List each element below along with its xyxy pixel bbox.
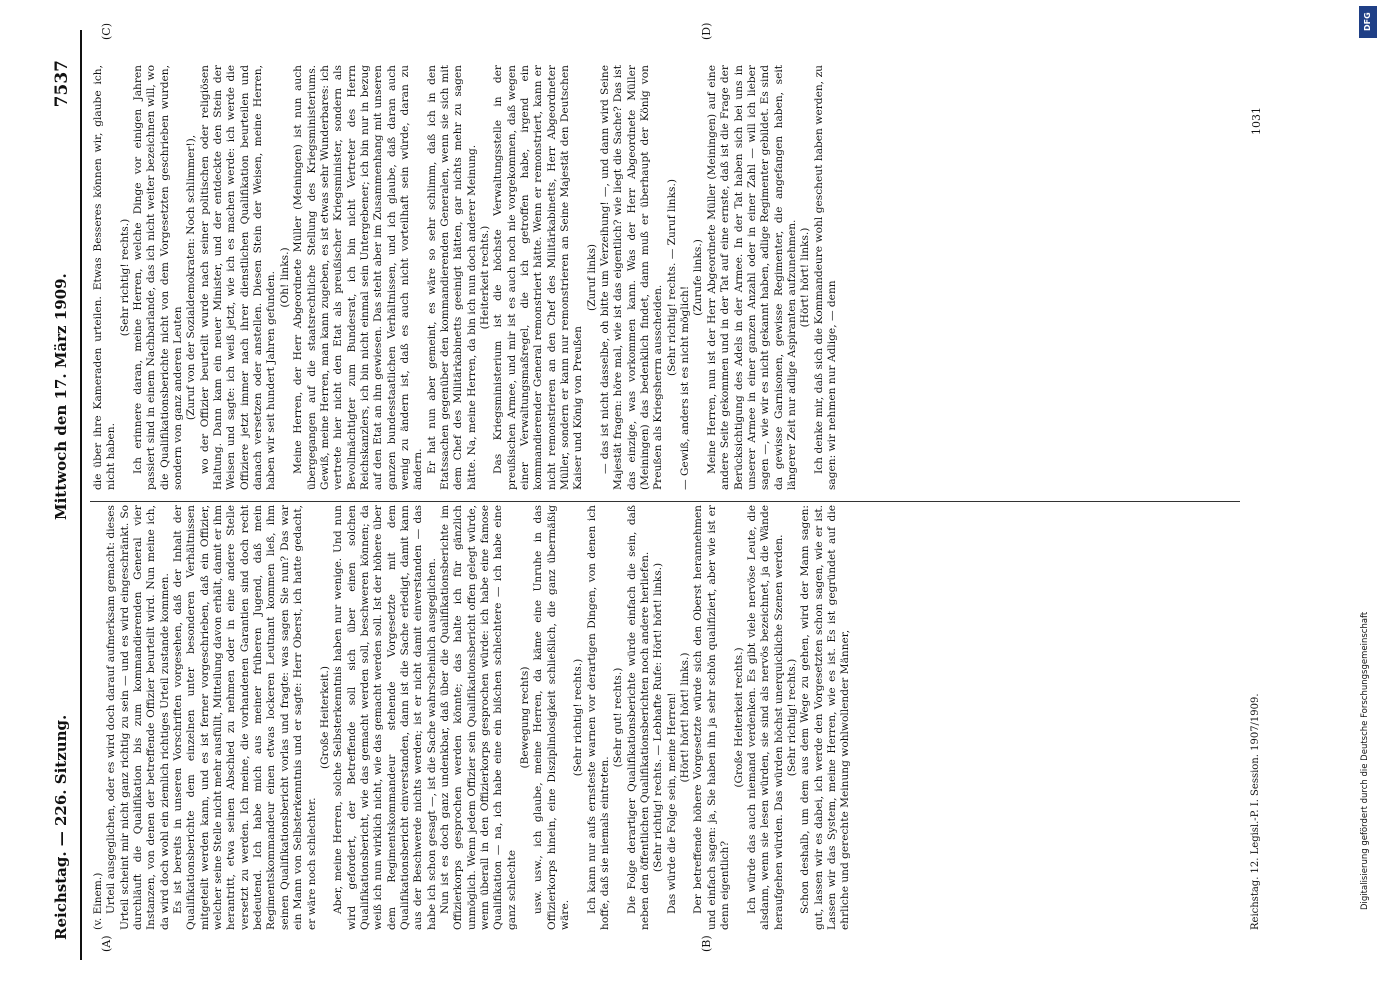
left-text-column [92,505,1232,930]
paragraph: Meine Herren, der Herr Abgeordnete Müller (Meiningen) ist nun auch übergegangen auf die staatsrechtliche Stellung des Kriegsministeriums. Gewiß, meine Herren, man kann zugeben, es ist etwas sehr Wunderbares: ich vertrete hier nicht den Etat als preußischer Kriegsminister, sondern als Bevollmächtigter zum Bundesrat, ich bin nicht Vertreter des Herrn Reichskanzlers, ich bin nicht einmal sein Untergebener; ich bin nur in bezug auf den Etat an ihn gewiesen. Das steht aber im Zusammenhang mit unseren ganzen bundesstaatlichen Verhältnissen, und ich glaube, daß daran auch wenig zu ändern ist, daß es auch nicht vorteilhaft sein würde, daran zu ändern. [292,65,425,490]
paragraph: Ich erinnere daran, meine Herren, welche Dinge vor einigen Jahren passiert sind in einem Nachbarlande, das ich nicht weiter bezeichnen will, wo die Qualifikationsberichte nicht von dem Vorgesetzten geschrieben wurden, sondern von ganz anderen Leuten [132,65,185,490]
paragraph: — Gewiß, anders ist es nicht möglich! [679,285,692,490]
paragraph: Ich würde das auch niemand verdenken. Es gibt viele nervöse Leute, die alsdann, wenn sie lesen würden, sie sind als nervös bezeichnet, ja die Wände heraufgehen würden. Das würden höchst unerquickliche Szenen werden. [745,505,785,930]
paragraph: Das würde die Folge sein, meine Herren! [665,692,678,914]
paragraph: Meine Herren, nun ist der Herr Abgeordnete Müller (Meiningen) auf eine andere Seite gekommen und in der Tat auf eine ernste, daß ist die Frage der Berücksichtigung des Adels in der Armee. In der Tat haben sich bei uns in unserer Armee in einer ganzen Anzahl oder in einer Zahl — will ich lieber sagen —, wie wir es nicht gekannt haben, adlige Regimenter gebildet. Es sind da gewisse Garnisonen, gewisse Regimenter, die angefangen haben, seit längerer Zeit nur adlige Aspiranten aufzunehmen. [705,65,798,490]
paragraph: Der betreffende höhere Vorgesetzte würde sich den Oberst herannehmen und einfach sagen: ja, Sie haben ihn ja sehr schön qualifiziert, aber wie ist er denn eigentlich? [692,505,732,930]
paragraph: — das ist nicht dasselbe, oh bitte um Verzeihung! —, und dann wird Seine Majestät fragen: höre mal, wie ist das eigentlich? wie liegt die Sache? Das ist das einzige, was vorkommen kann. Was der Herr Abgeordnete Müller (Meiningen) das bedenklich findet, dann muß er überhaupt der König von Preußen als Kriegsherrn ausscheiden. [599,65,665,490]
paragraph: Urteil ausgeglichen, oder es wird doch darauf aufmerksam gemacht: dieses Urteil scheint mir nicht ganz richtig zu sein — und es wird eingeschränkt. So durchläuft die Qualifikation bis zum kommandierenden General vier Instanzen, von denen der betreffende Offizier beurteilt wird. Nun meine ich, da wird doch wohl ein ziemlich richtiges Urteil zustande kommen. [105,505,171,930]
paragraph: Ich kann nur aufs ernsteste warnen vor derartigen Dingen, von denen ich hoffe, daß sie niemals eintreten. [585,505,612,930]
page-header [52,30,78,960]
header-page-number: 7537 [52,60,72,108]
digitization-note: Digitalisierung gefördert durch die Deutsche Forschungsgemeinschaft [1360,611,1370,910]
interjection: (Bewegung rechts) [519,666,531,769]
interjection: (Sehr richtig! rechts.) [572,658,585,777]
right-text-column [92,65,1232,490]
paragraph: Schon deshalb, um dem aus dem Wege zu gehen, wird der Mann sagen: gut, lassen wir es dabei, ich werde den Vorgesetzten schon sagen, wie er ist. Lassen wir das System, meine Herren, wie es ist. Es ist gegründet auf die ehrliche und gerechte Meinung wohlwollender Männer, [799,505,852,930]
bottom-page-number: 1031 [1250,107,1263,135]
interjection: (Hört! hört! hört! links.) [679,652,692,783]
interjection: (Zurufe links.) [692,239,705,316]
interjection: (Sehr richtig! rechts.) [118,218,131,337]
margin-marker-a: (A) [100,935,113,952]
interjection: (Zuruf von der Sozialdemokraten: Noch schlimmer!), [185,134,198,421]
paragraph: Das Kriegsministerium ist die höchste Verwaltungsstelle in der preußischen Armee, und mir ist es auch noch nie vorgekommen, daß wegen einer Verwaltungsmaßregel, die ich getroffen habe, irgend ein kommandierender General remonstriert hätte. Wenn er remonstriert, kann er nicht remonstrieren an den Chef des Militärkabinetts, Herr Abgeordneter Müller, sondern er kann nur remonstrieren an Seine Majestät den Deutschen Kaiser und König von Preußen [492,65,585,490]
interjection: (Sehr richtig! rechts.) [785,658,798,777]
column-divider [90,501,1240,502]
interjection: (Zuruf links) [585,243,598,312]
interjection: (Oh! links.) [278,247,291,308]
interjection: (Sehr richtig! rechts. — Lebhafte Rufe: Hört! hört! links.) [652,562,665,873]
paragraph: Es ist bereits in unseren Vorschriften vorgesehen, daß der Inhalt der Qualifikationsberichte dem einzelnen unter besonderen Verhältnissen mitgeteilt werden kann, und es ist ferner vorgeschrieben, daß ein Offizier, welcher seine Stelle nicht mehr ausfüllt, Mitteilung davon erhält, damit er ihm herantritt, etwa seinen Abschied zu nehmen oder in eine andere Stelle versetzt zu werden. Ich meine, die vorhandenen Garantien sind doch recht bedeutend. Ich habe mich aus meiner früheren Jugend, daß mein Regimentskommandeur einen etwas lockeren Leutnant kommen ließ, ihm seinen Qualifikationsbericht vorlas und fragte: was sagen Sie nun? Das war ein Mann von Selbsterkenntnis und er sagte: Herr Oberst, ich hatte gedacht, er wäre noch schlechter. [172,505,318,930]
paragraph: usw. usw., ich glaube, meine Herren, da käme eine Unruhe in das Offizierkorps hinein, eine Disziplinlosigkeit schließlich, die ganz übermäßig wäre. [532,505,572,930]
margin-marker-c: (C) [100,23,113,40]
paragraph: wo der Offizier beurteilt wurde nach seiner politischen oder religiösen Haltung. Dann kam ein neuer Minister, und der entdeckte den Stein der Weisen und sagte: ich weiß jetzt, wie ich es machen werde: ich werde die Offiziere jetzt immer nach ihrer dienstlichen Qualifikation beurteilen und danach versetzen oder anstellen. Diesen Stein der Weisen, meine Herren, haben wir seit hundert Jahren gefunden. [198,65,278,490]
interjection: (Große Heiterkeit.) [318,665,331,770]
paragraph: Ich denke mir, daß sich die Kommandeure wohl gescheut haben werden, zu sagen: wir nehmen nur Adlige, — denn [812,65,838,490]
interjection: (Große Heiterkeit rechts.) [732,647,745,788]
interjection: (Sehr richtig! rechts. — Zuruf links.) [665,179,678,376]
interjection: (Heiterkeit rechts.) [478,225,491,330]
margin-marker-b: (B) [700,935,713,952]
paragraph: Nun ist es doch ganz undenkbar, daß über die Qualifikationsberichte im Offizierkorps gesprochen werden könnte; das halte ich für gänzlich unmöglich. Wenn jedem Offizier sein Qualifikationsbericht offen gelegt würde, wenn überall in den Offizierkorps gesprochen würde: ich habe eine famose Qualifikation — na, ich habe eine ein bißchen schlechtere — ich habe eine ganz schlechte [438,505,518,930]
dfg-logo-badge: DFG [1359,6,1377,38]
interjection: (Hört! hört! links.) [799,227,812,328]
page-footer: Reichstag. 12. Legisl.-P. I. Session. 1907/1909. [1250,693,1261,930]
interjection: (Sehr gut! rechts.) [612,667,625,768]
paragraph: Er hat nun aber gemeint, es wäre so sehr schlimm, daß ich in den Etatssachen gegenüber den kommandierenden Generalen, wenn sie sich mit dem Chef des Militärkabinetts geeinigt hätten, gar nichts mehr zu sagen hätte. Na, meine Herren, da bin ich nun doch anderer Meinung. [425,65,478,490]
paragraph: Aber, meine Herren, solche Selbsterkenntnis haben nur wenige. Und nun wird gefordert, der Betreffende soll sich über einen solchen Qualifikationsbericht, wie das gemacht werden soll, beschweren können; da weiß ich nun wirklich nicht, wie das gemacht werden soll. Ist der höhere über dem Regimentskommandeur stehende Vorgesetzte mit dem Qualifikationsbericht einverstanden, dann ist die Sache erledigt, damit kann aus der Beschwerde nichts werden; ist er nicht damit einverstanden — das habe ich schon gesagt —, ist die Sache wahrscheinlich ausgeglichen. [332,505,438,930]
paragraph: Die Folge derartiger Qualifikationsberichte würde einfach die sein, daß neben den öffentlichen Qualifikationsberichten noch andere herliefen. [625,505,652,930]
header-left: Reichstag. — 226. Sitzung. [52,714,70,940]
header-date: Mittwoch den 17. März 1909. [52,273,70,520]
margin-marker-d: (D) [700,22,713,40]
paragraph: (v. Einem.) [92,872,104,930]
paragraph: die über ihre Kameraden urteilen. Etwas Besseres können wir, glaube ich, nicht haben. [92,65,118,490]
header-rule [80,30,82,960]
